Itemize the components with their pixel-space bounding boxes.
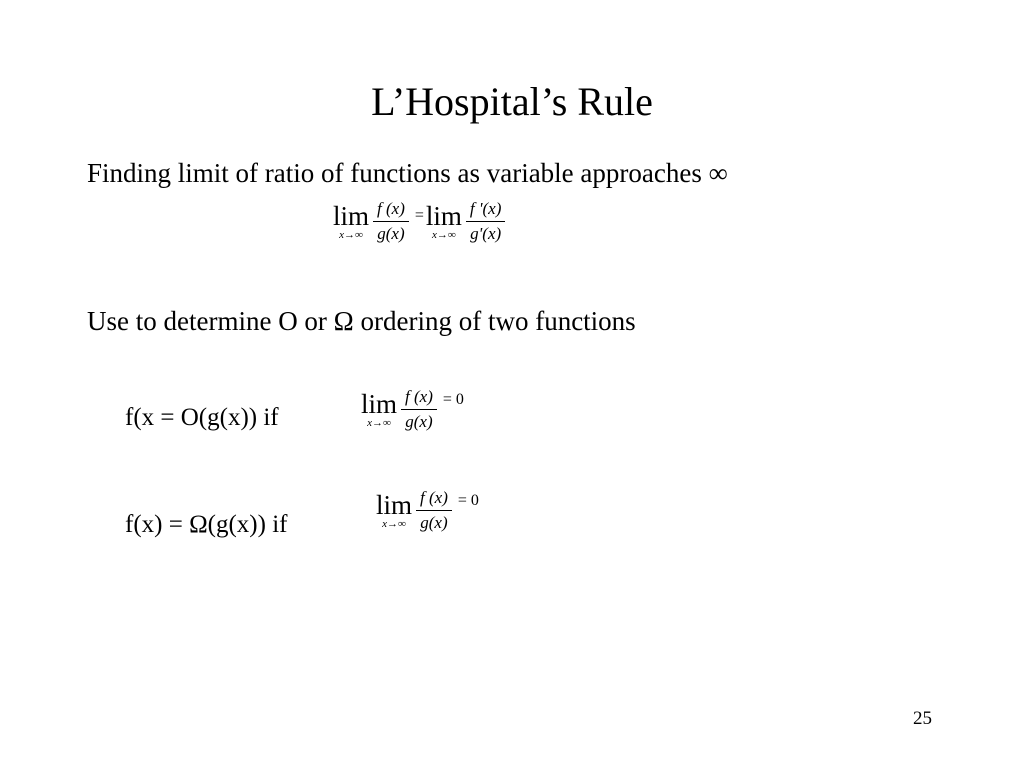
denominator: g(x) <box>420 513 448 533</box>
fraction-bar <box>401 409 437 410</box>
omega-equation <box>376 488 479 533</box>
fraction-f-over-g <box>416 488 452 533</box>
big-o-equation <box>361 387 464 432</box>
fraction-bar <box>466 221 505 222</box>
bullet-limit-ratio: Finding limit of ratio of functions as variable approaches ∞ <box>87 158 728 188</box>
slide-title: L’Hospital’s Rule <box>371 79 653 124</box>
denominator: g(x) <box>405 412 433 432</box>
lim-subscript: x→∞ <box>432 229 456 242</box>
equals-zero: = 0 <box>442 390 464 408</box>
lim-subscript: x→∞ <box>382 518 406 531</box>
lim-word: lim <box>361 389 398 420</box>
lim-word: lim <box>425 201 462 232</box>
fraction-f-over-g <box>401 387 437 432</box>
fraction-f-over-g <box>373 199 409 244</box>
limit-operator <box>376 491 412 530</box>
numerator: f (x) <box>405 387 433 406</box>
limit-operator <box>333 202 369 241</box>
big-o-condition-text: f(x = O(g(x)) if <box>125 404 279 431</box>
lim-subscript: x→∞ <box>367 417 391 430</box>
lim-word: lim <box>376 490 413 521</box>
fraction-bar <box>373 221 409 222</box>
fraction-bar <box>416 510 452 511</box>
numerator: f (x) <box>377 199 405 218</box>
bullet-ordering: Use to determine O or Ω ordering of two functions <box>87 306 636 336</box>
fraction-fprime-over-gprime <box>466 199 505 244</box>
numerator: f (x) <box>420 488 448 507</box>
denominator: g(x) <box>377 224 405 244</box>
limit-operator <box>426 202 462 241</box>
lhopital-equation <box>333 199 509 244</box>
limit-operator <box>361 390 397 429</box>
denominator: g'(x) <box>470 224 502 244</box>
lim-word: lim <box>333 201 370 232</box>
omega-condition-text: f(x) = Ω(g(x)) if <box>125 511 288 538</box>
numerator: f '(x) <box>469 199 502 218</box>
page-number: 25 <box>913 708 932 729</box>
lim-subscript: x→∞ <box>339 229 363 242</box>
equals-zero: = 0 <box>457 491 479 509</box>
equals-sign: = <box>414 206 424 224</box>
